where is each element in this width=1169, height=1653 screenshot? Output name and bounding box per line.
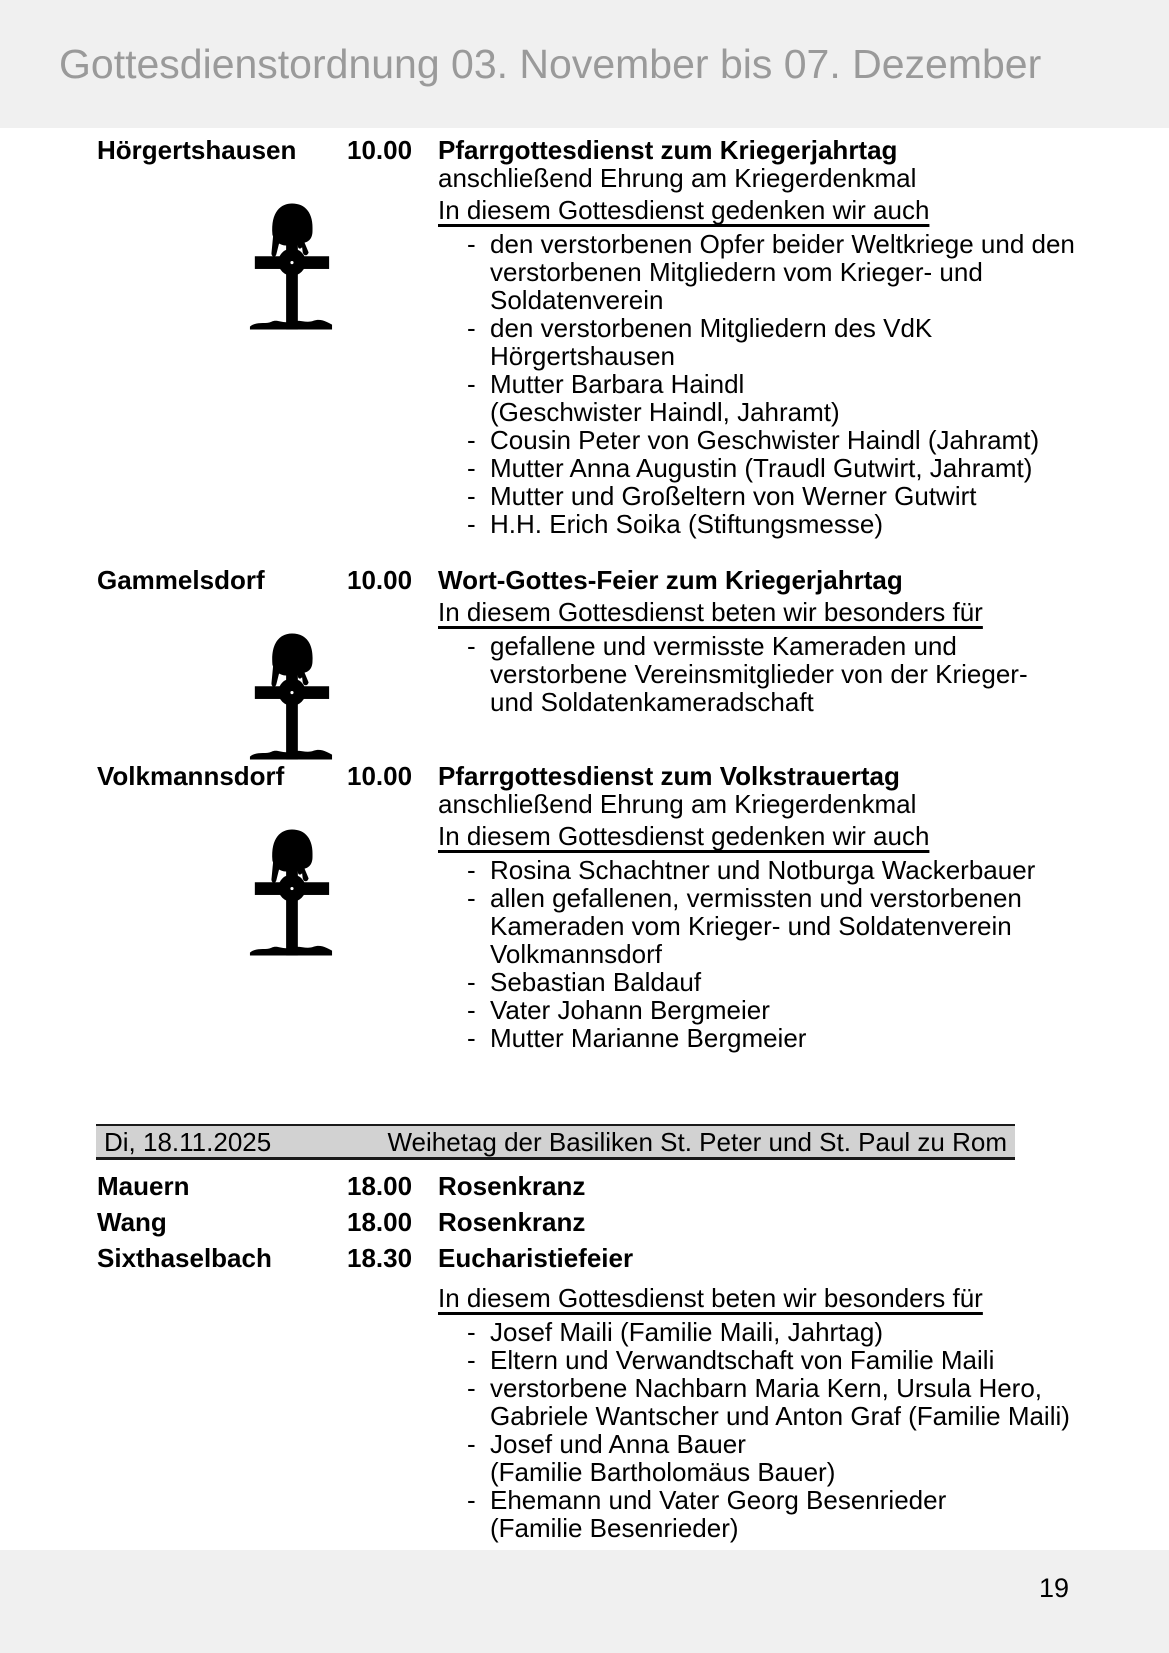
memorial-list-item-text	[490, 632, 1028, 716]
memorial-list-item-text	[490, 884, 1035, 968]
date-bar-feast-label: Weihetag der Basiliken St. Peter und St. Paul zu Rom	[387, 1126, 1007, 1157]
section-body	[438, 762, 1035, 1052]
memorial-list-item	[438, 1486, 1070, 1542]
memorial-list	[438, 856, 1035, 1052]
memorial-list-item-text	[490, 426, 1075, 454]
memorial-list-line: Josef Maili (Familie Maili, Jahrtag)	[490, 1317, 883, 1347]
bullet-dash-marker: -	[467, 453, 476, 483]
service-subtitle: anschließend Ehrung am Kriegerdenkmal	[438, 163, 917, 193]
memorial-list-line: verstorbenen Mitgliedern vom Krieger- und	[490, 257, 983, 287]
intro-line	[438, 598, 1028, 626]
left-column-spacer	[90, 1280, 347, 1542]
memorial-list-line: (Geschwister Haindl, Jahramt)	[490, 397, 840, 427]
memorial-list-item	[438, 1374, 1070, 1430]
memorial-list	[438, 632, 1028, 716]
memorial-cross-icon	[248, 200, 334, 334]
bullet-dash-marker: -	[467, 1317, 476, 1347]
section-body	[438, 566, 1028, 716]
memorial-list-item-text	[490, 370, 1075, 426]
service-title: Pfarrgottesdienst zum Kriegerjahrtag	[438, 135, 898, 165]
bullet-dash-marker: -	[467, 855, 476, 885]
service-row	[90, 1172, 1015, 1200]
memorial-list-line: allen gefallenen, vermissten und verstorbenen	[490, 883, 1022, 913]
section-left-column	[90, 136, 347, 538]
intro-text: In diesem Gottesdienst gedenken wir auch	[438, 821, 930, 851]
memorial-list-line: Mutter und Großeltern von Werner Gutwirt	[490, 481, 977, 511]
intro-text: In diesem Gottesdienst beten wir besonders für	[438, 1283, 983, 1313]
memorial-list-item-text	[490, 1346, 1070, 1374]
memorial-list-item-text	[490, 996, 1035, 1024]
service-time: 18.00	[347, 1171, 413, 1201]
memorial-list-line: Cousin Peter von Geschwister Haindl (Jahramt)	[490, 425, 1040, 455]
service-time: 18.30	[347, 1243, 413, 1273]
memorial-list-item	[438, 1318, 1070, 1346]
memorial-list-line: Mutter Marianne Bergmeier	[490, 1023, 807, 1053]
service-row	[90, 1244, 1015, 1272]
intro-line	[438, 196, 1075, 224]
service-title: Rosenkranz	[438, 1171, 586, 1201]
memorial-list-line: Josef und Anna Bauer	[490, 1429, 746, 1459]
service-title: Rosenkranz	[438, 1207, 586, 1237]
memorial-cross-icon	[248, 630, 334, 764]
memorial-list-item	[438, 370, 1075, 426]
page-header	[0, 0, 1169, 128]
memorial-list-item-text	[490, 1486, 1070, 1542]
intro-text: In diesem Gottesdienst beten wir besonders für	[438, 597, 983, 627]
memorial-list-line: Vater Johann Bergmeier	[490, 995, 770, 1025]
service-section	[90, 135, 1075, 539]
bullet-dash-marker: -	[467, 481, 476, 511]
bullet-dash-marker: -	[467, 369, 476, 399]
bullet-dash-marker: -	[467, 995, 476, 1025]
date-bar	[96, 1124, 1015, 1160]
service-time: 10.00	[347, 761, 413, 791]
memorial-list-item-text	[490, 1374, 1070, 1430]
bullet-dash-marker: -	[467, 883, 476, 913]
memorial-list-line: den verstorbenen Opfer beider Weltkriege und den	[490, 229, 1075, 259]
memorial-list-item-text	[490, 968, 1035, 996]
memorial-list-line: verstorbene Nachbarn Maria Kern, Ursula Hero,	[490, 1373, 1043, 1403]
memorial-list-line: den verstorbenen Mitgliedern des VdK	[490, 313, 933, 343]
bullet-dash-marker: -	[467, 1373, 476, 1403]
memorial-list-item-text	[490, 1430, 1070, 1486]
bullet-dash-marker: -	[467, 509, 476, 539]
location-name: Wang	[97, 1207, 167, 1237]
bullet-dash-marker: -	[467, 313, 476, 343]
memorial-list-line: Sebastian Baldauf	[490, 967, 702, 997]
bullet-dash-marker: -	[467, 1429, 476, 1459]
memorial-list-line: Kameraden vom Krieger- und Soldatenverein	[490, 911, 1012, 941]
location-name: Volkmannsdorf	[97, 761, 285, 791]
memorial-list-line: Gabriele Wantscher und Anton Graf (Familie Maili)	[490, 1401, 1070, 1431]
bullet-dash-marker: -	[467, 1345, 476, 1375]
service-section	[90, 565, 1028, 717]
bullet-dash-marker: -	[467, 229, 476, 259]
memorial-list-item	[438, 314, 1075, 370]
bullet-dash-marker: -	[467, 425, 476, 455]
service-time: 18.00	[347, 1207, 413, 1237]
memorial-list-item-text	[490, 856, 1035, 884]
bullet-dash-marker: -	[467, 1023, 476, 1053]
memorial-list	[438, 230, 1075, 538]
intro-text: In diesem Gottesdienst gedenken wir auch	[438, 195, 930, 225]
memorial-list-item	[438, 856, 1035, 884]
memorial-list-item	[438, 1024, 1035, 1052]
memorial-list-line: und Soldatenkameradschaft	[490, 687, 814, 717]
memorial-list-line: (Familie Bartholomäus Bauer)	[490, 1457, 836, 1487]
memorial-list-line: Volkmannsdorf	[490, 939, 662, 969]
page-number: 19	[1038, 1573, 1069, 1603]
memorial-list-item	[438, 454, 1075, 482]
memorial-list-item-text	[490, 1318, 1070, 1346]
bullet-dash-marker: -	[467, 967, 476, 997]
memorial-list-item-text	[490, 1024, 1035, 1052]
evening-service-detail	[90, 1280, 1070, 1543]
memorial-list-line: Hörgertshausen	[490, 341, 675, 371]
service-title: Eucharistiefeier	[438, 1243, 634, 1273]
memorial-list-item	[438, 632, 1028, 716]
memorial-list-item-text	[490, 482, 1075, 510]
evening-service-rows	[90, 1172, 1015, 1272]
bullet-dash-marker: -	[467, 1485, 476, 1515]
service-subtitle: anschließend Ehrung am Kriegerdenkmal	[438, 789, 917, 819]
service-time: 10.00	[347, 135, 413, 165]
service-sections	[90, 135, 1075, 1053]
memorial-list-item	[438, 968, 1035, 996]
service-time: 10.00	[347, 565, 413, 595]
memorial-list-item	[438, 884, 1035, 968]
page-title: Gottesdienstordnung 03. November bis 07. Dezember	[59, 40, 1042, 87]
intro-line	[438, 822, 1035, 850]
location-name: Hörgertshausen	[97, 135, 297, 165]
memorial-cross-icon	[248, 826, 334, 960]
content	[90, 128, 1075, 1543]
memorial-list-item	[438, 996, 1035, 1024]
date-bar-date: Di, 18.11.2025	[104, 1126, 272, 1157]
memorial-list-item-text	[490, 454, 1075, 482]
memorial-list-item	[438, 510, 1075, 538]
memorial-list-line: Ehemann und Vater Georg Besenrieder	[490, 1485, 947, 1515]
location-name: Mauern	[97, 1171, 190, 1201]
memorial-list	[438, 1318, 1070, 1542]
memorial-list-line: Eltern und Verwandtschaft von Familie Maili	[490, 1345, 995, 1375]
location-name: Gammelsdorf	[97, 565, 265, 595]
intro-line	[438, 1284, 1070, 1312]
time-column-spacer	[347, 1280, 438, 1542]
memorial-list-line: Soldatenverein	[490, 285, 664, 315]
location-name: Sixthaselbach	[97, 1243, 272, 1273]
memorial-list-item-text	[490, 230, 1075, 314]
section-left-column	[90, 566, 347, 716]
memorial-list-item	[438, 1430, 1070, 1486]
page-footer	[0, 1550, 1169, 1653]
memorial-list-item	[438, 1346, 1070, 1374]
memorial-list-line: Mutter Anna Augustin (Traudl Gutwirt, Jahramt)	[490, 453, 1033, 483]
bullet-dash-marker: -	[467, 631, 476, 661]
section-body	[438, 1280, 1070, 1542]
memorial-list-line: Rosina Schachtner und Notburga Wackerbauer	[490, 855, 1036, 885]
service-row	[90, 1208, 1015, 1236]
memorial-list-line: Mutter Barbara Haindl	[490, 369, 745, 399]
memorial-list-line: (Familie Besenrieder)	[490, 1513, 739, 1543]
section-body	[438, 136, 1075, 538]
memorial-list-item	[438, 230, 1075, 314]
service-title: Pfarrgottesdienst zum Volkstrauertag	[438, 761, 900, 791]
memorial-list-item	[438, 426, 1075, 454]
memorial-list-line: verstorbene Vereinsmitglieder von der Krieger-	[490, 659, 1028, 689]
service-section	[90, 761, 1036, 1053]
service-title: Wort-Gottes-Feier zum Kriegerjahrtag	[438, 565, 903, 595]
memorial-list-item-text	[490, 314, 1075, 370]
memorial-list-item-text	[490, 510, 1075, 538]
memorial-list-line: H.H. Erich Soika (Stiftungsmesse)	[490, 509, 884, 539]
memorial-list-line: gefallene und vermisste Kameraden und	[490, 631, 957, 661]
memorial-list-item	[438, 482, 1075, 510]
section-left-column	[90, 762, 347, 1052]
